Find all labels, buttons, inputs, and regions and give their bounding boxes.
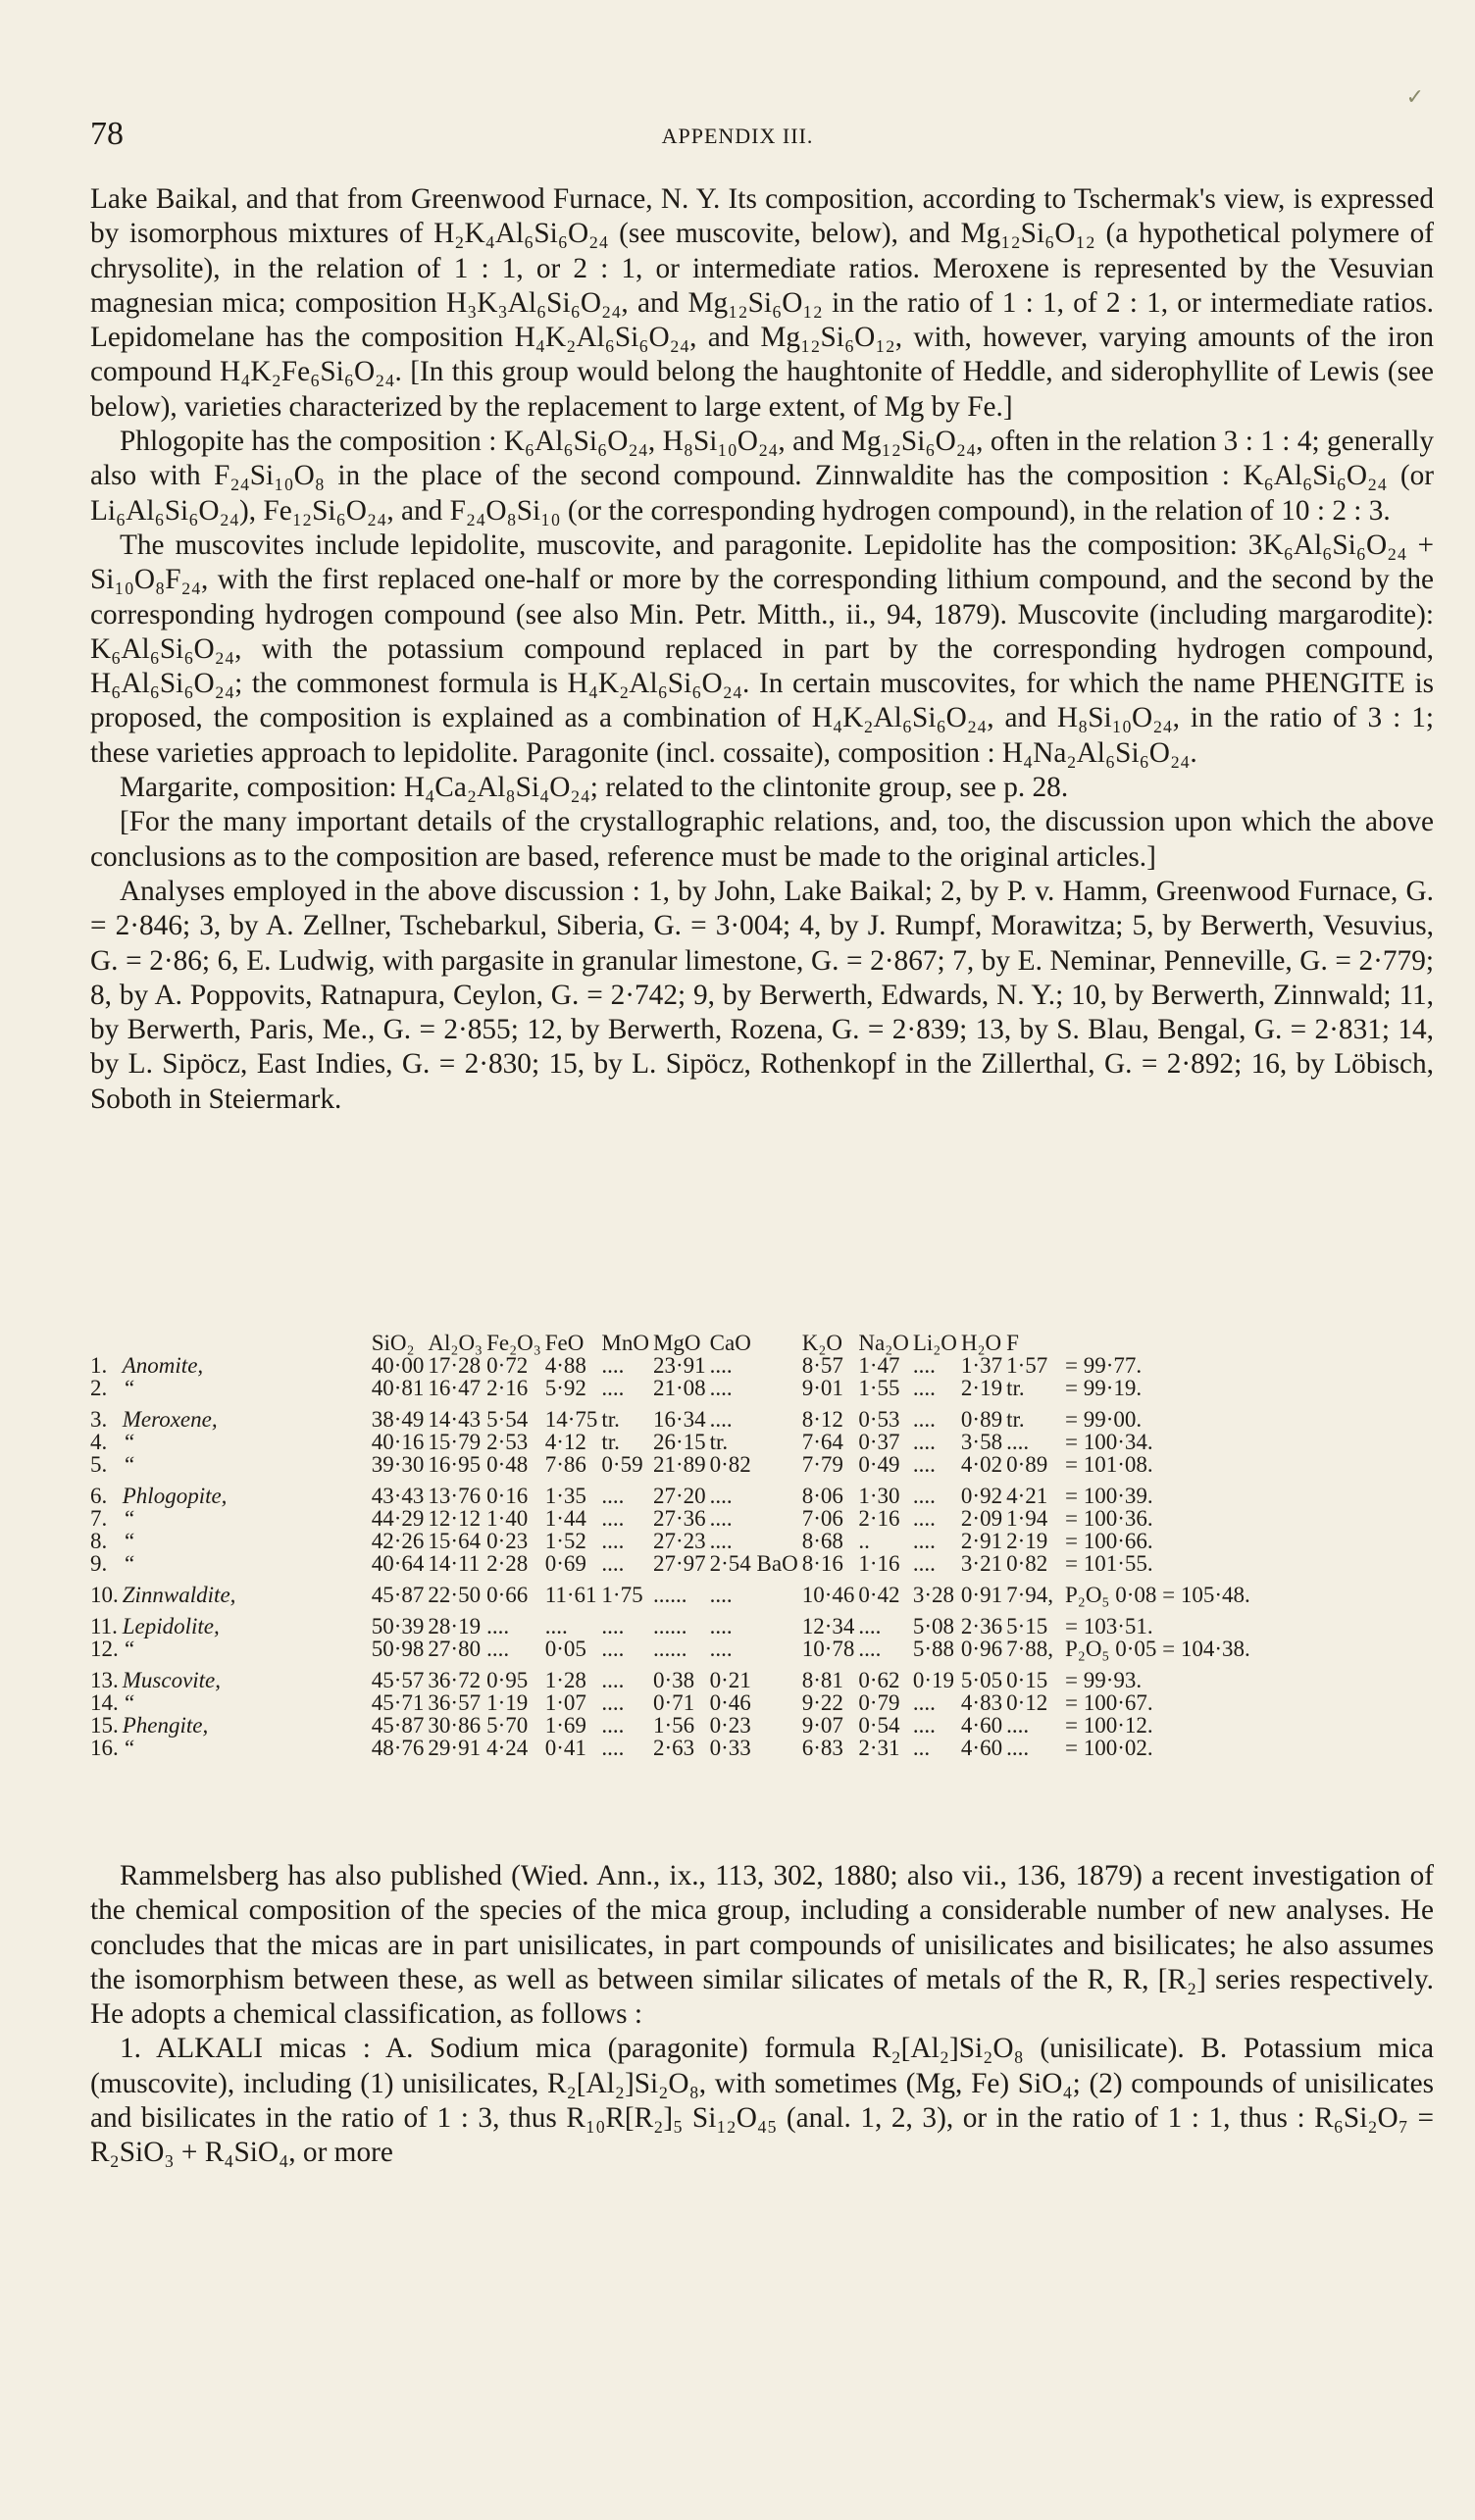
row-total: = 100·36. [1065,1506,1153,1531]
table-cell: 45·57 [371,1668,425,1692]
table-cell: 40·64 [371,1551,425,1576]
table-row [90,1660,1258,1691]
table-cell: 4·88 [544,1353,586,1378]
mineral-name: “ [122,1506,135,1531]
table-cell: 45·87 [371,1583,425,1607]
table-cell: 2·63 [652,1736,695,1760]
table-cell: 7·79 [801,1452,843,1477]
table-row [90,1476,1258,1507]
table-cell: 27·23 [652,1529,706,1553]
table-cell: 7·94, [1006,1583,1054,1607]
table-cell: 23·91 [652,1353,706,1378]
row-total: = 99·93. [1065,1668,1143,1692]
mineral-name: Zinnwaldite, [122,1583,236,1607]
table-cell: 1·19 [486,1690,529,1715]
table-cell: 1·07 [544,1690,586,1715]
table-row [90,1507,1258,1530]
row-number: 5. [90,1452,108,1477]
row-total: = 99·19. [1065,1376,1143,1400]
table-cell: 10·78 [801,1637,855,1661]
table-cell: 38·49 [371,1407,425,1432]
table-cell: 3·21 [960,1551,1003,1576]
table-cell: 0·12 [1006,1690,1048,1715]
table-cell: .... [709,1484,733,1508]
table-cell: 0·38 [652,1668,695,1692]
table-cell: 1·55 [858,1376,900,1400]
table-cell: 27·36 [652,1506,706,1531]
table-cell: 0·82 [1006,1551,1048,1576]
table-cell: 8·57 [801,1353,843,1378]
table-cell: 4·02 [960,1452,1003,1477]
running-title: APPENDIX III. [661,124,814,148]
paragraph: 1. ALKALI micas : A. Sodium mica (paragonite) formula R₂[Al₂]Si₂O₈ (unisilicate). B. Potassium mica (muscovite), including (1) unisilicates, R₂[Al₂]Si₂O₈, with sometimes (Mg, Fe) SiO₄; (2) compounds of unisilicates and bisilicates in the ratio of 1 : 3, thus R₁₀R[R₂]₅ Si₁₂O₄₅ (anal. 1, 2, 3), or in the ratio of 1 : 1, thus : R₆Si₂O₇ = R₂SiO₃ + R₄SiO₄, or more [90,2033,1434,2169]
table-cell: 21·08 [652,1376,706,1400]
table-cell: 1·28 [544,1668,586,1692]
table-cell: 1·16 [858,1551,900,1576]
table-cell: 0·69 [544,1551,586,1576]
table-cell: .... [601,1614,625,1638]
table-row [90,1575,1258,1606]
table-cell: .... [709,1376,733,1400]
table-cell: 5·15 [1006,1614,1048,1638]
mineral-name: “ [122,1529,135,1553]
row-total: = 101·08. [1065,1452,1153,1477]
table-cell: .... [601,1713,625,1738]
column-header: F [1006,1331,1019,1355]
table-cell: 0·71 [652,1690,695,1715]
table-cell: 0·48 [486,1452,529,1477]
table-cell: 0·82 [709,1452,751,1477]
mineral-name: Phengite, [122,1713,209,1738]
table-row [90,1552,1258,1575]
table-row [90,1431,1258,1453]
table-cell: 5·92 [544,1376,586,1400]
table-cell: 21·89 [652,1452,706,1477]
table-cell: 40·00 [371,1353,425,1378]
table-cell: 8·12 [801,1407,843,1432]
table-cell: 2·31 [858,1736,900,1760]
table-cell: 2·19 [960,1376,1003,1400]
table-cell: 0·72 [486,1353,529,1378]
paragraph: The muscovites include lepidolite, muscovite, and paragonite. Lepidolite has the composition: 3K₆Al₆Si₆O₂₄ + Si₁₀O₈F₂₄, with the first replaced one-half or more by the corresponding lithium compound, and the second by the corresponding hydrogen compound (see also Min. Petr. Mitth., ii., 94, 1879). Muscovite (including margarodite): K₆Al₆Si₆O₂₄, with the potassium compound replaced in part by the corresponding hydrogen compound, H₆Al₆Si₆O₂₄; the commonest formula is H₄K₂Al₆Si₆O₂₄. In certain muscovites, for which the name PHENGITE is proposed, the composition is explained as a combination of H₄K₂Al₆Si₆O₂₄, and H₈Si₁₀O₂₄, in the ratio of 3 : 1; these varieties approach to lepidolite. Paragonite (incl. cossaite), composition : H₄Na₂Al₆Si₆O₂₄. [90,529,1434,769]
row-number: 12. [90,1637,119,1661]
table-cell: 12·12 [428,1506,482,1531]
mineral-name: Meroxene, [122,1407,218,1432]
column-header: K₂O [801,1331,842,1355]
table-row [90,1737,1258,1759]
table-cell: .... [709,1407,733,1432]
table-cell: .... [858,1637,882,1661]
table-cell: 14·75 [544,1407,598,1432]
row-total: = 99·77. [1065,1353,1143,1378]
table-cell: 0·92 [960,1484,1003,1508]
table-cell: ...... [652,1637,687,1661]
body-text-bottom [90,1859,1434,2171]
table-cell: 50·98 [371,1637,425,1661]
row-total: = 100·39. [1065,1484,1153,1508]
table-cell: 0·66 [486,1583,529,1607]
table-cell: 4·12 [544,1430,586,1454]
table-cell: 1·94 [1006,1506,1048,1531]
table-cell: 0·54 [858,1713,900,1738]
table-cell: .... [601,1506,625,1531]
table-body [90,1354,1258,1759]
mineral-name: Lepidolite, [122,1614,220,1638]
analyses-table [90,1332,1434,1759]
table-cell: 1·52 [544,1529,586,1553]
table-cell: 0·53 [858,1407,900,1432]
column-header: CaO [709,1331,751,1355]
table-cell: 0·05 [544,1637,586,1661]
table-cell: 6·83 [801,1736,843,1760]
table-cell: 9·07 [801,1713,843,1738]
row-total: = 100·34. [1065,1430,1153,1454]
table-row [90,1691,1258,1714]
table-cell: ...... [652,1583,687,1607]
table-cell: ... [912,1736,931,1760]
column-header: SiO₂ [371,1331,415,1355]
table-row [90,1354,1258,1377]
table-cell: .... [544,1614,568,1638]
margin-mark: ✓ [1405,84,1424,109]
table-cell: 36·72 [428,1668,482,1692]
table-cell: 15·79 [428,1430,482,1454]
row-number: 15. [90,1713,119,1738]
table-cell: .... [601,1376,625,1400]
table-cell: 5·05 [960,1668,1003,1692]
table-cell: 40·81 [371,1376,425,1400]
table-cell: 4·21 [1006,1484,1048,1508]
table-cell: 1·35 [544,1484,586,1508]
table-row [90,1399,1258,1431]
table-cell: 2·54 BaO [709,1551,798,1576]
table-cell: 0·96 [960,1637,1003,1661]
table-cell: 2·36 [960,1614,1003,1638]
column-header: Na₂O [858,1331,909,1355]
row-number: 4. [90,1430,108,1454]
table-row [90,1638,1258,1660]
table-cell: .. [858,1529,870,1553]
table-cell: 40·16 [371,1430,425,1454]
table-cell: 1·30 [858,1484,900,1508]
column-header: H₂O [960,1331,1002,1355]
paragraph: Lake Baikal, and that from Greenwood Furnace, N. Y. Its composition, according to Tschermak's view, is expressed by isomorphous mixtures of H₂K₄Al₆Si₆O₂₄ (see muscovite, below), and Mg₁₂Si₆O₁₂ (a hypothetical polymere of chrysolite), in the relation of 1 : 1, or 2 : 1, or intermediate ratios. Meroxene is represented by the Vesuvian magnesian mica; composition H₃K₃Al₆Si₆O₂₄, and Mg₁₂Si₆O₁₂ in the ratio of 1 : 1, of 2 : 1, or intermediate ratios. Lepidomelane has the composition H₄K₂Al₆Si₆O₂₄, and Mg₁₂Si₆O₁₂, with, however, varying amounts of the iron compound H₄K₂Fe₆Si₆O₂₄. [In this group would belong the haughtonite of Heddle, and siderophyllite of Lewis (see below), varieties characterized by the replacement to large extent, of Mg by Fe.] [90,183,1434,423]
table-cell: 0·89 [960,1407,1003,1432]
row-number: 1. [90,1353,108,1378]
column-header: FeO [544,1331,585,1355]
table-cell: 4·24 [486,1736,529,1760]
table-cell: 36·57 [428,1690,482,1715]
table-cell: 0·16 [486,1484,529,1508]
column-header: Fe₂O₃ [486,1331,541,1355]
table-cell: 2·53 [486,1430,529,1454]
table-cell: 44·29 [371,1506,425,1531]
table-cell: 11·61 [544,1583,597,1607]
paragraph: Phlogopite has the composition : K₆Al₆Si₆O₂₄, H₈Si₁₀O₂₄, and Mg₁₂Si₆O₂₄, often in the relation 3 : 1 : 4; generally also with F₂₄Si₁₀O₈ in the place of the second compound. Zinnwaldite has the composition : K₆Al₆Si₆O₂₄ (or Li₆Al₆Si₆O₂₄), Fe₁₂Si₆O₂₄, and F₂₄O₈Si₁₀ (or the corresponding hydrogen compound), in the relation of 10 : 2 : 3. [90,426,1434,527]
table-cell: .... [858,1614,882,1638]
row-total: = 100·02. [1065,1736,1153,1760]
table-cell: .... [601,1736,625,1760]
table-cell: 8·68 [801,1529,843,1553]
table-cell: tr. [709,1430,729,1454]
table-cell: .... [709,1637,733,1661]
table-cell: 14·43 [428,1407,482,1432]
table-cell: .... [601,1690,625,1715]
table-cell: 9·22 [801,1690,843,1715]
table-cell: 2·09 [960,1506,1003,1531]
table-cell: .... [912,1484,936,1508]
table-cell: .... [709,1583,733,1607]
row-number: 7. [90,1506,108,1531]
table-cell: 1·47 [858,1353,900,1378]
table-cell: 45·87 [371,1713,425,1738]
table-cell: 26·15 [652,1430,706,1454]
table-cell: .... [486,1614,510,1638]
table-cell: 0·33 [709,1736,751,1760]
table-cell: 12·34 [801,1614,855,1638]
column-header: Al₂O₃ [428,1331,483,1355]
paragraph: Margarite, composition: H₄Ca₂Al₈Si₄O₂₄; related to the clintonite group, see p. 28. [120,772,1069,804]
table-cell: .... [912,1713,936,1738]
table-cell: 0·89 [1006,1452,1048,1477]
table-cell: .... [1006,1736,1030,1760]
mineral-name: “ [122,1736,135,1760]
body-text-top [90,182,1434,1117]
table-cell: tr. [1006,1407,1025,1432]
table-row [90,1453,1258,1476]
paragraph: Rammelsberg has also published (Wied. Ann., ix., 113, 302, 1880; also vii., 136, 1879) a recent investigation of the chemical composition of the species of the mica group, including a considerable number of new analyses. He concludes that the micas are in part unisilicates, in part compounds of unisilicates and bisilicates; he also assumes the isomorphism between these, as well as between similar silicates of metals of the R, R, [R₂] series respectively. He adopts a chemical classification, as follows : [90,1860,1434,2031]
table-cell: 22·50 [428,1583,482,1607]
table-cell: 2·91 [960,1529,1003,1553]
mineral-name: “ [122,1376,135,1400]
table-cell: 0·42 [858,1583,900,1607]
row-total: = 100·67. [1065,1690,1153,1715]
table-cell: 4·83 [960,1690,1003,1715]
table-cell: 3·28 [912,1583,955,1607]
row-number: 13. [90,1668,119,1692]
table-cell: .... [601,1637,625,1661]
table-cell: 8·81 [801,1668,843,1692]
table-cell: .... [709,1529,733,1553]
row-total: = 101·55. [1065,1551,1153,1576]
table-cell: 2·19 [1006,1529,1048,1553]
table-cell: 27·97 [652,1551,706,1576]
table-cell: .... [912,1551,936,1576]
table-cell: 7·64 [801,1430,843,1454]
table-cell: 0·91 [960,1583,1003,1607]
table-cell: 7·06 [801,1506,843,1531]
table-cell: 14·11 [428,1551,481,1576]
table-cell: 16·34 [652,1407,706,1432]
table-cell: 50·39 [371,1614,425,1638]
table-cell: 2·16 [858,1506,900,1531]
row-total: = 100·12. [1065,1713,1153,1738]
table-cell: 0·23 [486,1529,529,1553]
table-cell: 4·60 [960,1713,1003,1738]
table-cell: .... [709,1614,733,1638]
table-cell: 1·75 [601,1583,643,1607]
table-cell: .... [601,1668,625,1692]
table-cell: 7·86 [544,1452,586,1477]
mineral-name: Muscovite, [122,1668,222,1692]
table-cell: 0·37 [858,1430,900,1454]
row-total: P₂O₅ 0·05 = 104·38. [1065,1637,1250,1661]
table-cell: .... [709,1506,733,1531]
table-cell: 0·49 [858,1452,900,1477]
row-number: 9. [90,1551,108,1576]
running-head [90,84,1424,155]
row-number: 3. [90,1407,108,1432]
row-number: 8. [90,1529,108,1553]
row-total: = 99·00. [1065,1407,1143,1432]
mineral-name: “ [122,1637,135,1661]
paragraph: [For the many important details of the crystallographic relations, and, too, the discussion upon which the above conclusions as to the composition are based, reference must be made to the original articles.] [90,806,1434,873]
table-cell: .... [601,1353,625,1378]
table-cell: 5·08 [912,1614,955,1638]
table-cell: 15·64 [428,1529,482,1553]
table-header-row [90,1332,1258,1354]
table-row [90,1606,1258,1638]
table-cell: 27·80 [428,1637,482,1661]
table-cell: 5·70 [486,1713,529,1738]
table-cell: 42·26 [371,1529,425,1553]
mineral-name: “ [122,1452,135,1477]
table-cell: 5·88 [912,1637,955,1661]
table-cell: 16·47 [428,1376,482,1400]
table-cell: tr. [601,1430,620,1454]
table-cell: 1·40 [486,1506,529,1531]
mineral-name: “ [122,1430,135,1454]
table-cell: .... [912,1452,936,1477]
table-cell: 4·60 [960,1736,1003,1760]
row-total: = 103·51. [1065,1614,1153,1638]
row-total: = 100·66. [1065,1529,1153,1553]
table-cell: .... [912,1407,936,1432]
table-cell: 30·86 [428,1713,482,1738]
table-cell: 48·76 [371,1736,425,1760]
column-header: MgO [652,1331,701,1355]
row-number: 14. [90,1690,119,1715]
column-header: MnO [601,1331,649,1355]
table-cell: 13·76 [428,1484,482,1508]
table-cell: 8·06 [801,1484,843,1508]
table-cell: .... [912,1430,936,1454]
table-cell: 45·71 [371,1690,425,1715]
table-cell: 8·16 [801,1551,843,1576]
table-cell: .... [912,1376,936,1400]
row-number: 2. [90,1376,108,1400]
table-cell: 0·19 [912,1668,955,1692]
table-cell: .... [912,1690,936,1715]
table-cell: .... [601,1529,625,1553]
table-cell: tr. [1006,1376,1025,1400]
table-cell: .... [601,1484,625,1508]
table-cell: 0·41 [544,1736,586,1760]
table-cell: .... [709,1353,733,1378]
table-cell: 0·23 [709,1713,751,1738]
table-cell: 0·15 [1006,1668,1048,1692]
table-cell: 9·01 [801,1376,843,1400]
mineral-name: “ [122,1551,135,1576]
table-row [90,1714,1258,1737]
table-cell: 1·44 [544,1506,586,1531]
table-cell: .... [912,1506,936,1531]
table-row [90,1377,1258,1399]
table-cell: .... [1006,1430,1030,1454]
row-number: 10. [90,1583,119,1607]
table-cell: 17·28 [428,1353,482,1378]
table-cell: .... [912,1353,936,1378]
paragraph: Analyses employed in the above discussion : 1, by John, Lake Baikal; 2, by P. v. Hamm, Greenwood Furnace, G. = 2·846; 3, by A. Zellner, Tschebarkul, Siberia, G. = 3·004; 4, by J. Rumpf, Morawitza; 5, by Berwerth, Vesuvius, G. = 2·86; 6, E. Ludwig, with pargasite in granular limestone, G. = 2·867; 7, by E. Neminar, Penneville, G. = 2·779; 8, by A. Poppovits, Ratnapura, Ceylon, G. = 2·742; 9, by Berwerth, Edwards, N. Y.; 10, by Berwerth, Zinnwald; 11, by Berwerth, Paris, Me., G. = 2·855; 12, by Berwerth, Rozena, G. = 2·839; 13, by S. Blau, Bengal, G. = 2·831; 14, by L. Sipöcz, East Indies, G. = 2·830; 15, by L. Sipöcz, Rothenkopf in the Zillerthal, G. = 2·892; 16, by Löbisch, Soboth in Steiermark. [90,875,1434,1115]
table-row [90,1530,1258,1552]
table-cell: 0·21 [709,1668,751,1692]
row-total: P₂O₅ 0·08 = 105·48. [1065,1583,1250,1607]
table-cell: .... [1006,1713,1030,1738]
table-cell: 10·46 [801,1583,855,1607]
table-cell: 0·95 [486,1668,529,1692]
row-number: 16. [90,1736,119,1760]
table-cell: 7·88, [1006,1637,1054,1661]
page-number: 78 [90,116,124,152]
row-number: 6. [90,1484,108,1508]
table-cell: 0·79 [858,1690,900,1715]
mineral-name: Anomite, [122,1353,204,1378]
table-cell: 16·95 [428,1452,482,1477]
table-cell: 39·30 [371,1452,425,1477]
table-cell: 1·69 [544,1713,586,1738]
table-cell: 1·56 [652,1713,695,1738]
table-cell: tr. [601,1407,620,1432]
table-cell: 43·43 [371,1484,425,1508]
row-number: 11. [90,1614,118,1638]
table-cell: 2·28 [486,1551,529,1576]
table-cell: 28·19 [428,1614,482,1638]
table-cell: .... [912,1529,936,1553]
table-cell: 29·91 [428,1736,482,1760]
table-cell: ...... [652,1614,687,1638]
column-header: Li₂O [912,1331,957,1355]
table-cell: 0·46 [709,1690,751,1715]
table-cell: 0·62 [858,1668,900,1692]
table-cell: 1·37 [960,1353,1003,1378]
table-cell: 1·57 [1006,1353,1048,1378]
mineral-name: Phlogopite, [122,1484,228,1508]
table-cell: 3·58 [960,1430,1003,1454]
table-cell: 5·54 [486,1407,529,1432]
table-cell: 0·59 [601,1452,643,1477]
table-cell: .... [601,1551,625,1576]
mineral-name: “ [122,1690,135,1715]
table-cell: 27·20 [652,1484,706,1508]
table-cell: 2·16 [486,1376,529,1400]
table-cell: .... [486,1637,510,1661]
